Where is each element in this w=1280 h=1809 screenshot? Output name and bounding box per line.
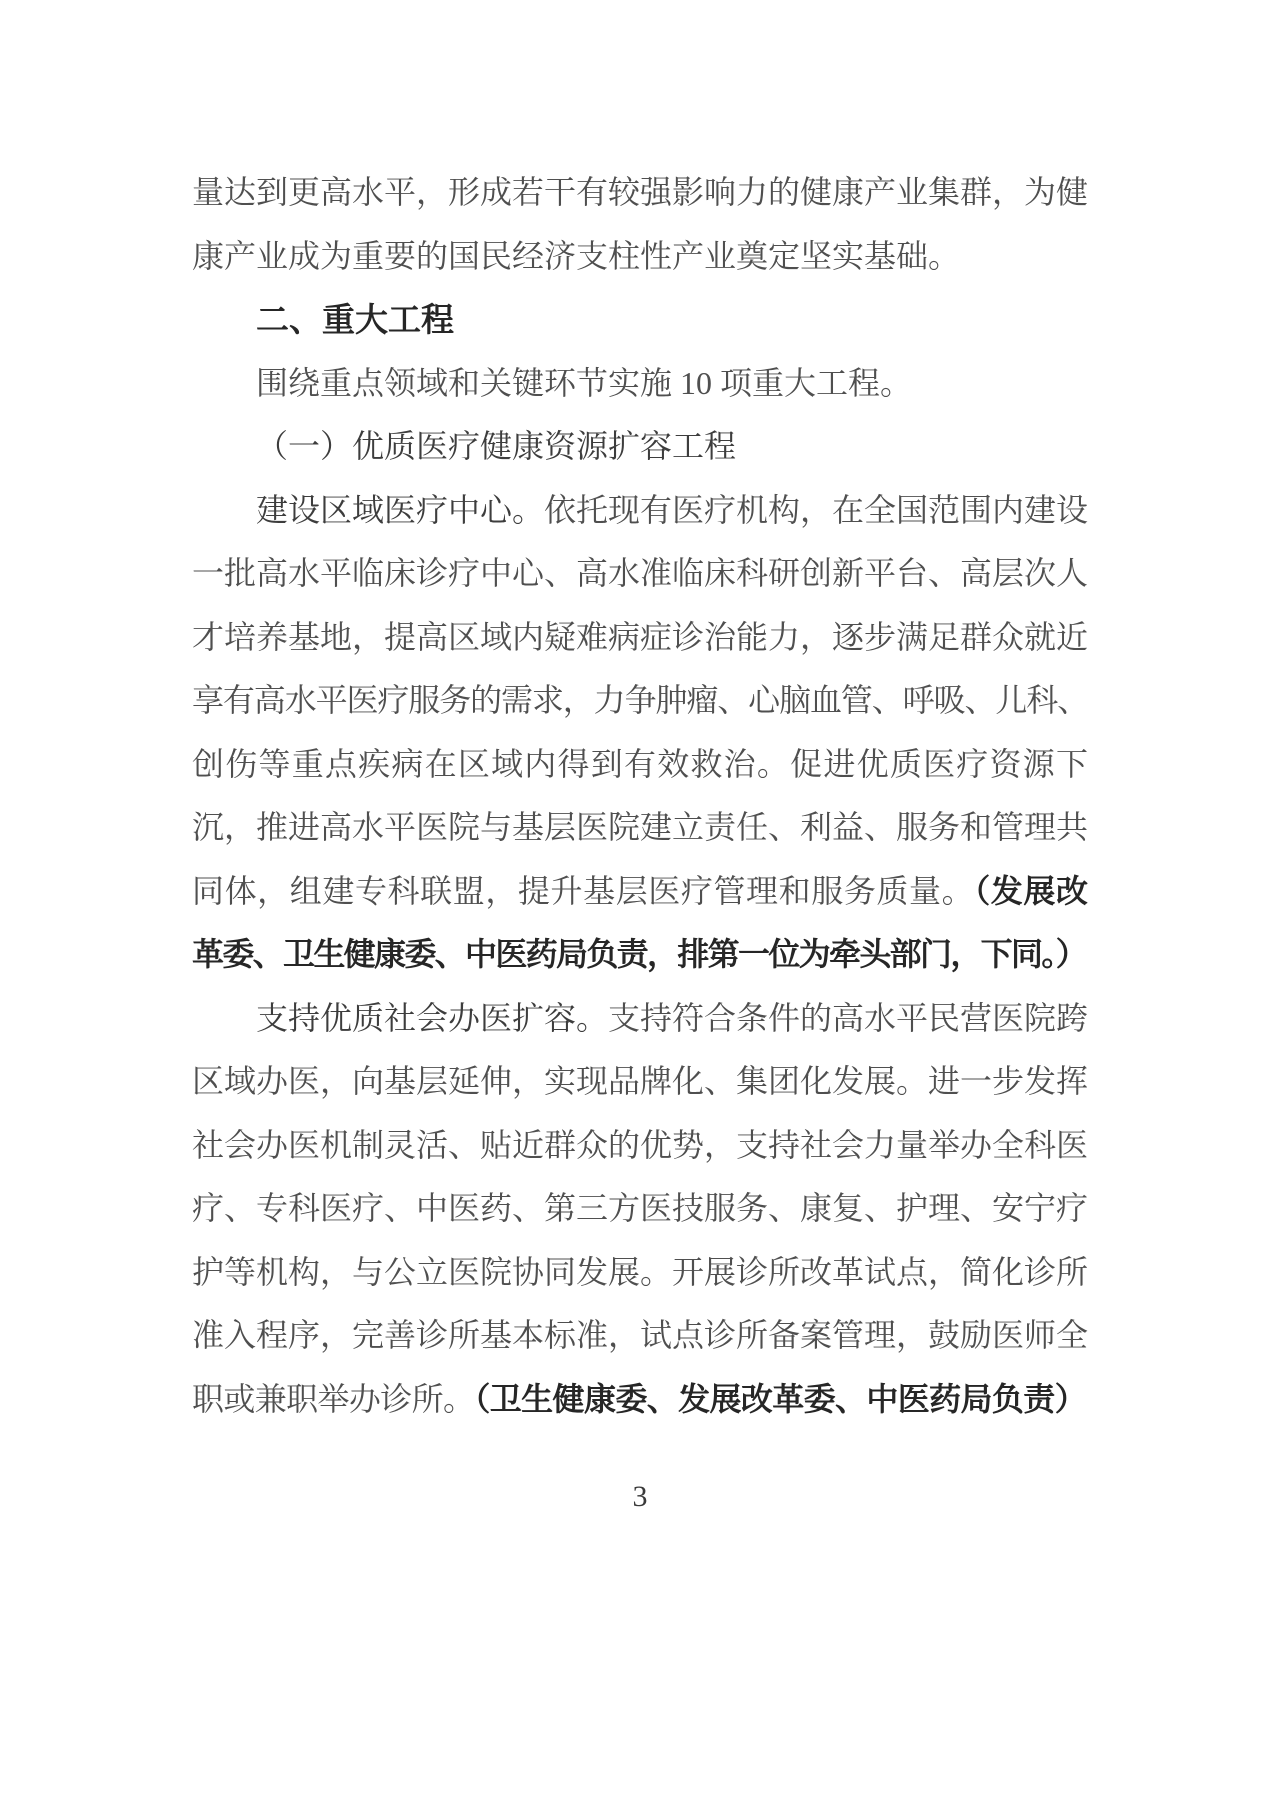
- text-line: [192, 669, 1088, 733]
- bold-emphasis-run: 二、重大工程: [256, 301, 454, 338]
- text-line: [192, 1050, 1088, 1114]
- bold-emphasis-run: 革委、卫生健康委、中医药局负责，排第一位为牵头部门，下同。）: [192, 936, 1087, 972]
- text-line: [192, 542, 1088, 606]
- body-text-run: 职或兼职举办诊所。: [192, 1380, 475, 1417]
- body-text-run: 护等机构，与公立医院协同发展。开展诊所改革试点，简化诊所: [192, 1253, 1089, 1290]
- body-text-run: 社会办医机制灵活、贴近群众的优势，支持社会力量举办全科医: [192, 1126, 1089, 1163]
- text-line: [192, 225, 1088, 289]
- body-text-run: 支持符合条件的高水平民营医院跨: [608, 999, 1089, 1036]
- text-line: [192, 479, 1088, 543]
- bold-emphasis-run: （发展改: [974, 872, 1088, 909]
- text-line: [192, 161, 1088, 225]
- body-text-run: 享有高水平医疗服务的需求，力争肿瘤、心脑血管、呼吸、儿科、: [192, 682, 1088, 718]
- text-line: [192, 606, 1088, 670]
- body-text-run: 疗、专科医疗、中医药、第三方医技服务、康复、护理、安宁疗: [192, 1190, 1089, 1226]
- body-text-run: 同体，组建专科联盟，提升基层医疗管理和服务质量。: [192, 872, 975, 909]
- page-number: 3: [632, 1480, 648, 1513]
- body-text-run: 创伤等重点疾病在区域内得到有效救治。促进优质医疗资源下: [192, 745, 1088, 782]
- body-text-run: 康产业成为重要的国民经济支柱性产业奠定坚实基础。: [192, 237, 961, 274]
- body-text-run: 沉，推进高水平医院与基层医院建立责任、利益、服务和管理共: [192, 809, 1089, 845]
- body-text-run: 一批高水平临床诊疗中心、高水准临床科研创新平台、高层次人: [192, 555, 1089, 591]
- body-text-run: 围绕重点领域和关键环节实施 10 项重大工程。: [256, 364, 913, 401]
- text-line: [192, 860, 1088, 924]
- text-line: [192, 733, 1088, 797]
- lead-phrase-run: 建设区域医疗中心。: [256, 491, 545, 528]
- text-line: [192, 1114, 1088, 1178]
- body-text-run: 区域办医，向基层延伸，实现品牌化、集团化发展。进一步发挥: [192, 1063, 1089, 1099]
- lead-phrase-run: 支持优质社会办医扩容。: [256, 999, 609, 1036]
- text-line: [192, 1304, 1088, 1368]
- text-line: [192, 987, 1088, 1051]
- text-line: [192, 1368, 1088, 1432]
- section-heading: [192, 288, 1088, 352]
- text-line: [192, 1241, 1088, 1305]
- body-text-run: 依托现有医疗机构，在全国范围内建设: [544, 491, 1089, 528]
- text-line: [192, 1177, 1088, 1241]
- text-line: [192, 352, 1088, 416]
- document-text: [192, 161, 1088, 1431]
- body-text-run: 准入程序，完善诊所基本标准，试点诊所备案管理，鼓励医师全: [192, 1317, 1089, 1353]
- body-text-run: 才培养基地，提高区域内疑难病症诊治能力，逐步满足群众就近: [192, 618, 1089, 655]
- body-text-run: 量达到更高水平，形成若干有较强影响力的健康产业集群，为健: [192, 174, 1089, 210]
- lead-phrase-run: （一）优质医疗健康资源扩容工程: [256, 428, 737, 464]
- bold-emphasis-run: （卫生健康委、发展改革委、中医药局负责）: [474, 1380, 1087, 1417]
- subsection-heading: [192, 415, 1088, 479]
- text-line: [192, 796, 1088, 860]
- text-line: [192, 923, 1088, 987]
